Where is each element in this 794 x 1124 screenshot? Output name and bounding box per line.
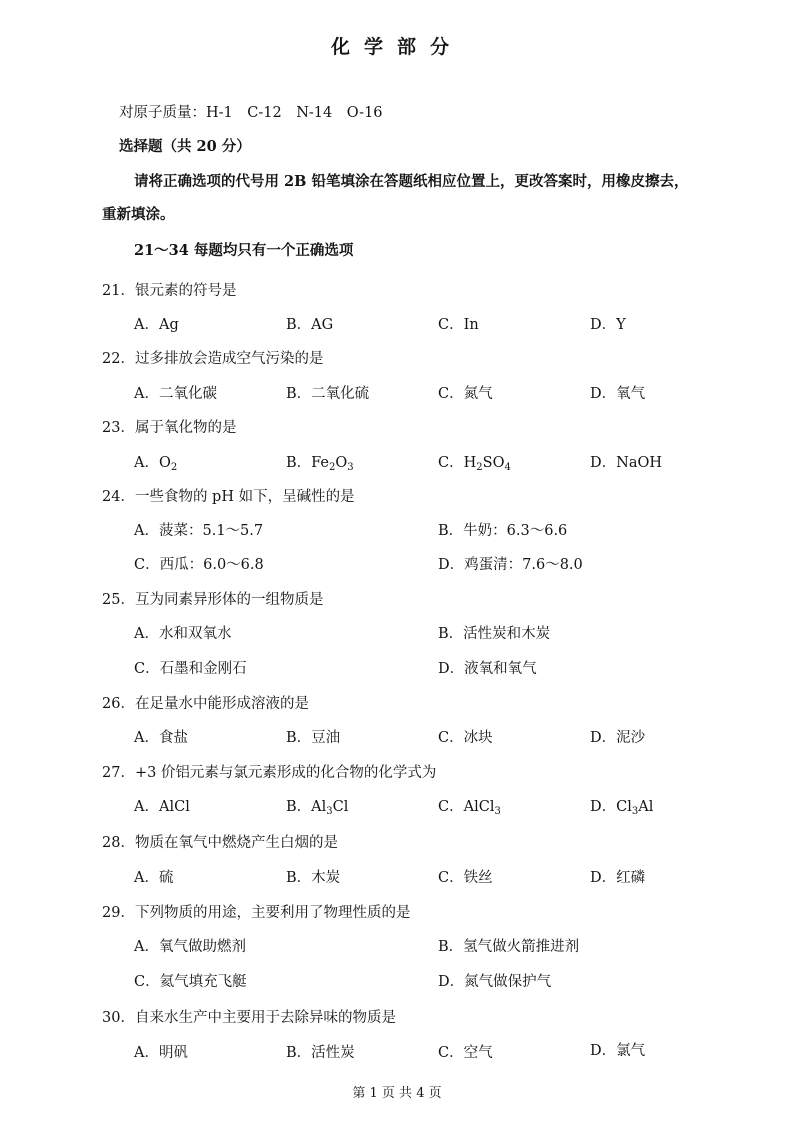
option-b: B．二氧化硫 — [286, 386, 370, 402]
option-b: B．活性炭和木炭 — [438, 626, 551, 642]
option-c: C．In — [438, 317, 479, 333]
option-c: C．氮气 — [438, 386, 493, 402]
option-c: C．铁丝 — [438, 870, 493, 886]
atomic-masses: 对原子质量：H-1 C-12 N-14 O-16 — [119, 105, 383, 121]
option-b: B．豆油 — [286, 730, 341, 746]
option-b: B．牛奶：6.3～6.6 — [438, 523, 568, 539]
option-b: B．木炭 — [286, 870, 341, 886]
instruction-line-1: 请将正确选项的代号用 2B 铅笔填涂在答题纸相应位置上，更改答案时，用橡皮擦去， — [134, 173, 689, 190]
subheading: 21～34 每题均只有一个正确选项 — [134, 242, 354, 259]
option-d: D．泥沙 — [590, 730, 646, 746]
option-c: C．石墨和金刚石 — [134, 661, 247, 677]
question-stem: 22．过多排放会造成空气污染的是 — [102, 351, 324, 367]
option-b: B．$Fe_2O_3$ — [286, 455, 354, 473]
question-stem: 24．一些食物的 pH 如下，呈碱性的是 — [102, 489, 355, 505]
page-indicator: 第 1 页 共 4 页 — [352, 1086, 442, 1101]
option-d: D．红磷 — [590, 870, 646, 886]
instruction-line-2: 重新填涂。 — [102, 206, 175, 223]
question-stem: 28．物质在氧气中燃烧产生白烟的是 — [102, 835, 338, 851]
option-a: A．二氧化碳 — [134, 386, 217, 402]
option-a: A．$O_2$ — [134, 455, 178, 473]
option-a: A．水和双氧水 — [134, 626, 232, 642]
question-stem: 27．+3 价铝元素与氯元素形成的化合物的化学式为 — [102, 765, 437, 781]
option-d: D．液氧和氧气 — [438, 661, 537, 677]
option-b: B．AG — [286, 317, 334, 333]
option-d: D．氮气做保护气 — [438, 974, 552, 990]
option-c: C．$H_2SO_4$ — [438, 455, 511, 473]
option-a: A．明矾 — [134, 1045, 188, 1061]
option-a: A．食盐 — [134, 730, 188, 746]
option-c: C．氦气填充飞艇 — [134, 974, 247, 990]
option-a: A．AlCl — [134, 799, 190, 815]
page-title: 化学部分 — [330, 36, 463, 58]
option-c: C．冰块 — [438, 730, 493, 746]
option-d: D．鸡蛋清：7.6～8.0 — [438, 557, 583, 573]
question-stem: 26．在足量水中能形成溶液的是 — [102, 696, 309, 712]
option-b: B．活性炭 — [286, 1045, 355, 1061]
question-stem: 30．自来水生产中主要用于去除异味的物质是 — [102, 1010, 396, 1026]
option-b: B．$Al_3Cl$ — [286, 799, 349, 817]
option-a: A．Ag — [134, 317, 179, 333]
option-d: D．氧气 — [590, 386, 646, 402]
question-stem: 29．下列物质的用途，主要利用了物理性质的是 — [102, 905, 411, 921]
section-heading: 选择题（共 20 分） — [119, 138, 251, 155]
option-d: D．$Cl_3Al$ — [590, 799, 654, 817]
option-c: C．西瓜：6.0～6.8 — [134, 557, 264, 573]
question-stem: 23．属于氧化物的是 — [102, 420, 237, 436]
option-a: A．氧气做助燃剂 — [134, 939, 246, 955]
option-d: D．Y — [590, 317, 626, 333]
option-d: D．氯气 — [590, 1043, 646, 1059]
question-stem: 25．互为同素异形体的一组物质是 — [102, 592, 324, 608]
option-c: C．AlCl$_3$ — [438, 799, 501, 817]
option-b: B．氢气做火箭推进剂 — [438, 939, 580, 955]
question-stem: 21．银元素的符号是 — [102, 283, 237, 299]
option-c: C．空气 — [438, 1045, 493, 1061]
option-a: A．菠菜：5.1～5.7 — [134, 523, 264, 539]
option-d: D．NaOH — [590, 455, 663, 471]
option-a: A．硫 — [134, 870, 174, 886]
